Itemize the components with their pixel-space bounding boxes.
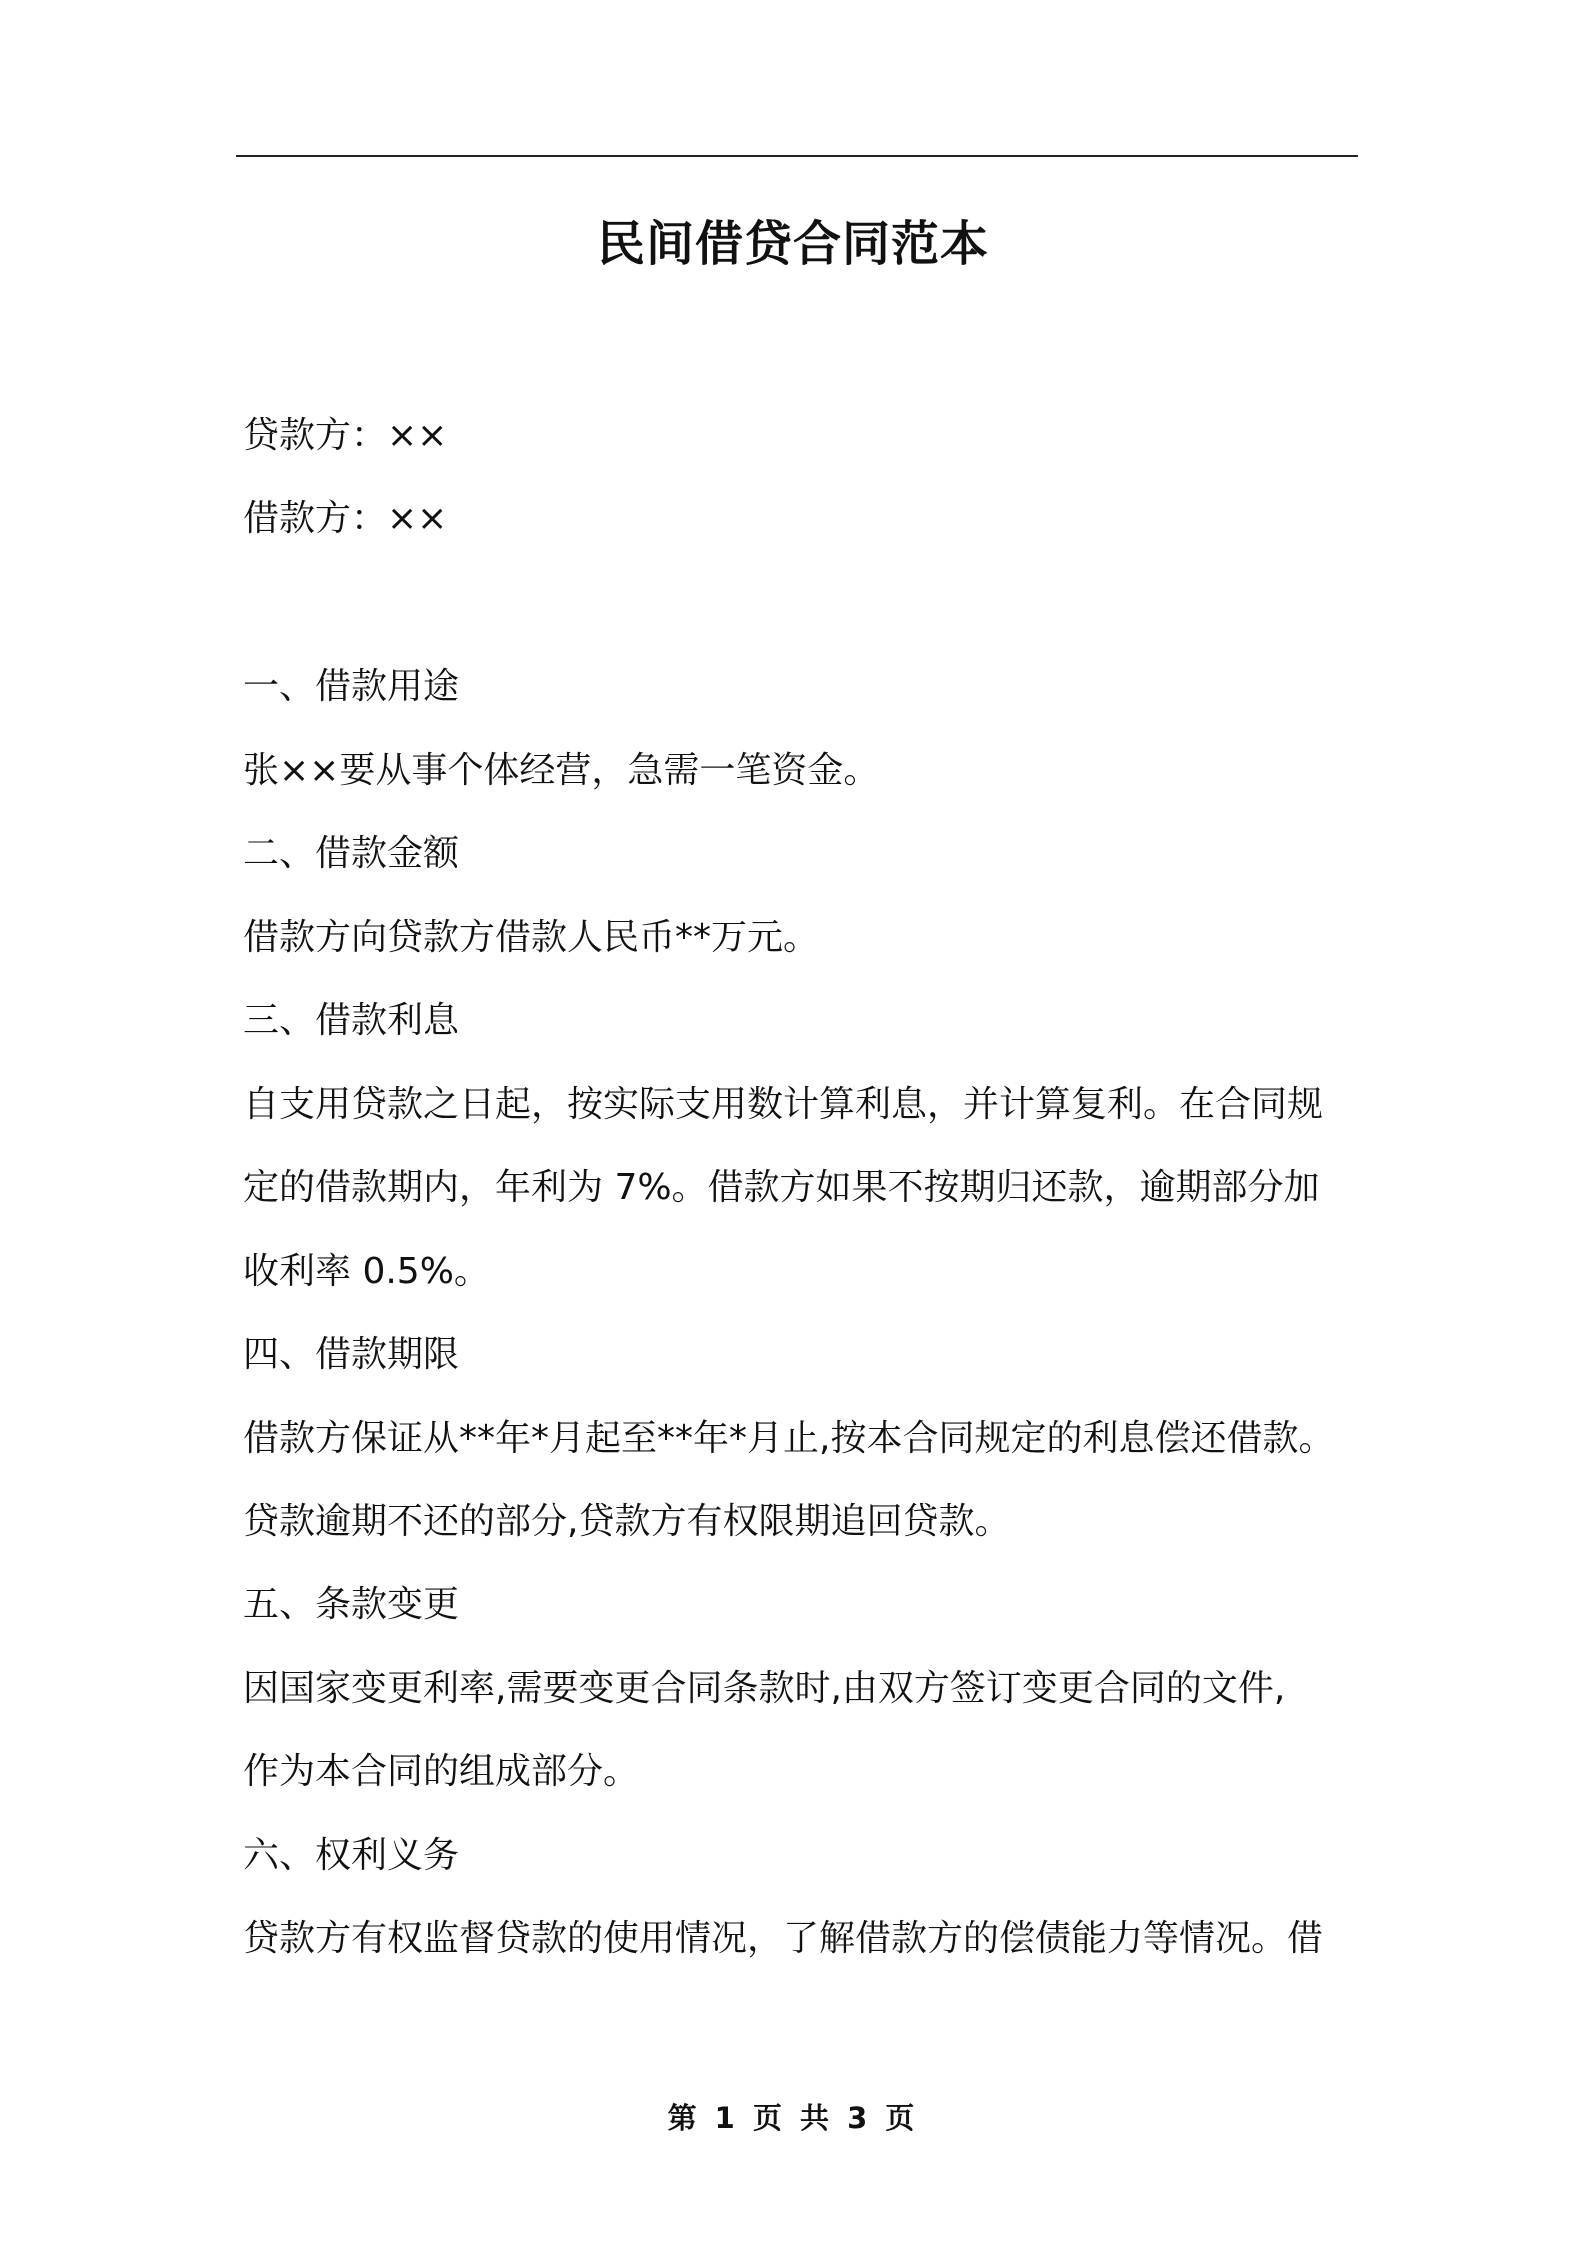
section-heading-rights: 六、权利义务	[243, 1835, 460, 1876]
document-title: 民间借贷合同范本	[596, 216, 989, 272]
section-text-term-line-1: 借款方保证从**年*月起至**年*月止,按本合同规定的利息偿还借款。	[243, 1418, 1335, 1459]
header-rule	[236, 155, 1358, 157]
section-text-interest-line-1: 自支用贷款之日起，按实际支用数计算利息，并计算复利。在合同规	[243, 1084, 1324, 1125]
section-heading-interest: 三、借款利息	[243, 1000, 460, 1041]
section-text-amendment-line-2: 作为本合同的组成部分。	[243, 1751, 640, 1792]
section-heading-term: 四、借款期限	[243, 1334, 460, 1375]
section-text-interest-line-3: 收利率 0.5%。	[243, 1251, 490, 1292]
section-heading-purpose: 一、借款用途	[243, 666, 460, 707]
section-text-term-line-2: 贷款逾期不还的部分,贷款方有权限期追回贷款。	[243, 1501, 1011, 1542]
section-text-amendment-line-1: 因国家变更利率,需要变更合同条款时,由双方签订变更合同的文件,	[243, 1668, 1286, 1709]
section-text-interest-line-2: 定的借款期内，年利为 7%。借款方如果不按期归还款，逾期部分加	[243, 1167, 1320, 1208]
section-text-amount-line-1: 借款方向贷款方借款人民币**万元。	[243, 917, 820, 958]
lender-line: 贷款方：××	[243, 415, 448, 456]
section-text-rights-line-1: 贷款方有权监督贷款的使用情况，了解借款方的偿债能力等情况。借	[243, 1918, 1324, 1959]
section-heading-amendment: 五、条款变更	[243, 1584, 460, 1625]
section-heading-amount: 二、借款金额	[243, 833, 460, 874]
section-text-purpose-line-1: 张××要从事个体经营，急需一笔资金。	[243, 750, 880, 791]
page-indicator: 第 1 页 共 3 页	[667, 2101, 919, 2135]
borrower-line: 借款方：××	[243, 498, 448, 539]
